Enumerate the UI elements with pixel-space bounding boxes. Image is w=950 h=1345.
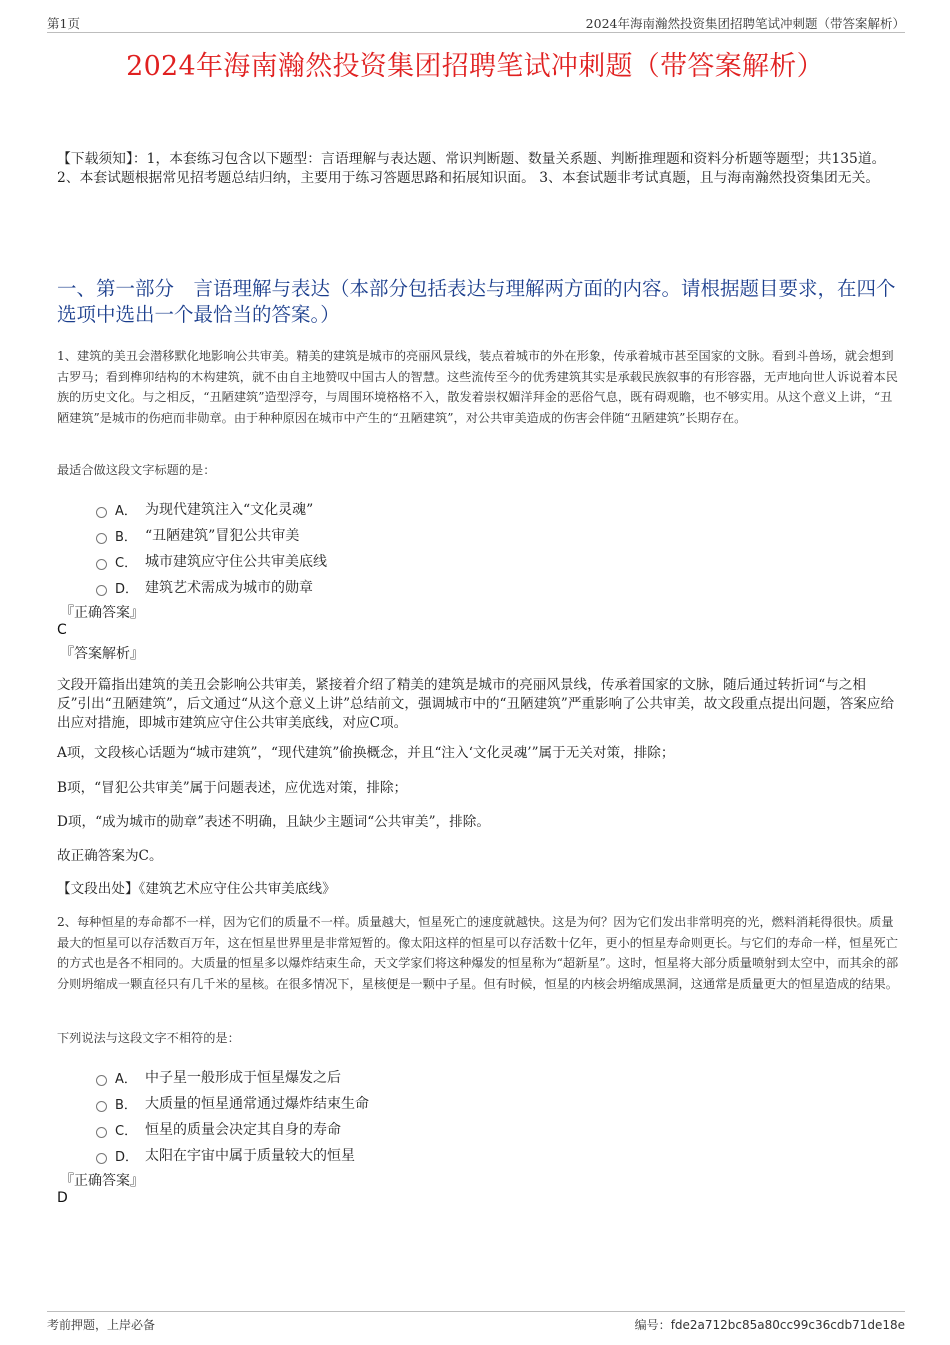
- question-1-analysis-label: 『答案解析』: [60, 646, 144, 662]
- question-2-option-a[interactable]: A． 中子星一般形成于恒星爆发之后: [96, 1064, 369, 1090]
- radio-icon[interactable]: [96, 585, 107, 596]
- question-1-options: [96, 496, 327, 600]
- radio-icon[interactable]: [96, 507, 107, 518]
- question-1-option-a[interactable]: A． 为现代建筑注入“文化灵魂”: [96, 496, 327, 522]
- radio-icon[interactable]: [96, 559, 107, 570]
- section-title: 一、第一部分 言语理解与表达（本部分包括表达与理解两方面的内容。请根据题目要求，在四个选项中选出一个最恰当的答案。）: [57, 277, 896, 326]
- download-notice: 【下载须知】：1，本套练习包含以下题型：言语理解与表达题、常识判断题、数量关系题、判断推理题和资料分析题等题型；共135道。 2、本套试题根据常见招考题总结归纳，主要用于练习答题思路和拓展知识面。 3、本套试题非考试真题，且与海南瀚然投资集团无关。: [57, 151, 886, 186]
- radio-icon[interactable]: [96, 1101, 107, 1112]
- question-1-answer: C: [57, 622, 67, 638]
- radio-icon[interactable]: [96, 1153, 107, 1164]
- footer-slogan: 考前押题，上岸必备: [47, 1318, 156, 1332]
- question-1-option-c[interactable]: C． 城市建筑应守住公共审美底线: [96, 548, 327, 574]
- document-title: 2024年海南瀚然投资集团招聘笔试冲刺题（带答案解析）: [126, 51, 824, 82]
- question-2-option-d[interactable]: D． 太阳在宇宙中属于质量较大的恒星: [96, 1142, 369, 1168]
- footer-code: 编号：fde2a712bc85a80cc99c36cdb71de18e: [634, 1318, 905, 1332]
- question-1-analysis-d: D项，“成为城市的勋章”表述不明确，且缺少主题词“公共审美”，排除。: [57, 814, 490, 830]
- question-2-option-b[interactable]: B． 大质量的恒星通常通过爆炸结束生命: [96, 1090, 369, 1116]
- question-1-analysis-b: B项，“冒犯公共审美”属于问题表述，应优选对策，排除；: [57, 780, 408, 796]
- header-doc-title: 2024年海南瀚然投资集团招聘笔试冲刺题（带答案解析）: [585, 16, 905, 31]
- question-1-passage: 1、建筑的美丑会潜移默化地影响公共审美。精美的建筑是城市的亮丽风景线，装点着城市的外在形象，传承着城市甚至国家的文脉。看到斗兽场，就会想到古罗马；看到榫卯结构的木构建筑，就不由自主地赞叹中国古人的智慧。这些流传至今的优秀建筑其实是承载民族叙事的有形容器，无声地向世人诉说着本民族的历史文化。与之相反，“丑陋建筑”造型浮夸，与周围环境格格不入，散发着崇权媚洋拜金的恶俗气息，既有碍观瞻，也不够实用。从这个意义上讲，“丑陋建筑”是城市的伤疤而非勋章。由于种种原因在城市中产生的“丑陋建筑”，对公共审美造成的伤害会伴随“丑陋建筑”长期存在。: [57, 349, 898, 425]
- radio-icon[interactable]: [96, 533, 107, 544]
- page-header: [47, 12, 905, 33]
- question-1-option-d[interactable]: D． 建筑艺术需成为城市的勋章: [96, 574, 327, 600]
- question-1-analysis-main: 文段开篇指出建筑的美丑会影响公共审美，紧接着介绍了精美的建筑是城市的亮丽风景线，传承着国家的文脉，随后通过转折词“与之相反”引出“丑陋建筑”，后文通过“从这个意义上讲”总结前文，强调城市中的“丑陋建筑”严重影响了公共审美，故文段重点提出问题，答案应给出应对措施，即城市建筑应守住公共审美底线，对应C项。: [57, 677, 895, 731]
- page-number: 第1页: [47, 16, 80, 31]
- question-2-options: [96, 1064, 369, 1168]
- question-2-passage: 2、每种恒星的寿命都不一样，因为它们的质量不一样。质量越大，恒星死亡的速度就越快。这是为何？因为它们发出非常明亮的光，燃料消耗得很快。质量最大的恒星可以存活数百万年，这在恒星世界里是非常短暂的。像太阳这样的恒星可以存活数十亿年，更小的恒星寿命则更长。与它们的寿命一样，恒星死亡的方式也是各不相同的。大质量的恒星多以爆炸结束生命，天文学家们将这种爆发的恒星称为“超新星”。这时，恒星将大部分质量喷射到太空中，而其余的部分则坍缩成一颗直径只有几千米的星核。在很多情况下，星核便是一颗中子星。但有时候，恒星的内核会坍缩成黑洞，这通常是质量更大的恒星造成的结果。: [57, 915, 899, 991]
- question-1-prompt: 最适合做这段文字标题的是：: [57, 463, 216, 477]
- question-2-option-c[interactable]: C． 恒星的质量会决定其自身的寿命: [96, 1116, 369, 1142]
- question-1-source: 【文段出处】《建筑艺术应守住公共审美底线》: [57, 881, 336, 897]
- question-1-analysis-conclusion: 故正确答案为C。: [57, 848, 163, 864]
- question-1-answer-label: 『正确答案』: [60, 605, 144, 621]
- question-2-answer: D: [57, 1190, 68, 1206]
- page-footer: [47, 1311, 905, 1334]
- question-2-answer-label: 『正确答案』: [60, 1173, 144, 1189]
- radio-icon[interactable]: [96, 1075, 107, 1086]
- question-1-analysis-a: A项，文段核心话题为“城市建筑”，“现代建筑”偷换概念，并且“注入‘文化灵魂’”属于无关对策，排除；: [57, 745, 675, 761]
- question-1-option-b[interactable]: B． “丑陋建筑”冒犯公共审美: [96, 522, 327, 548]
- question-2-prompt: 下列说法与这段文字不相符的是：: [57, 1031, 240, 1045]
- radio-icon[interactable]: [96, 1127, 107, 1138]
